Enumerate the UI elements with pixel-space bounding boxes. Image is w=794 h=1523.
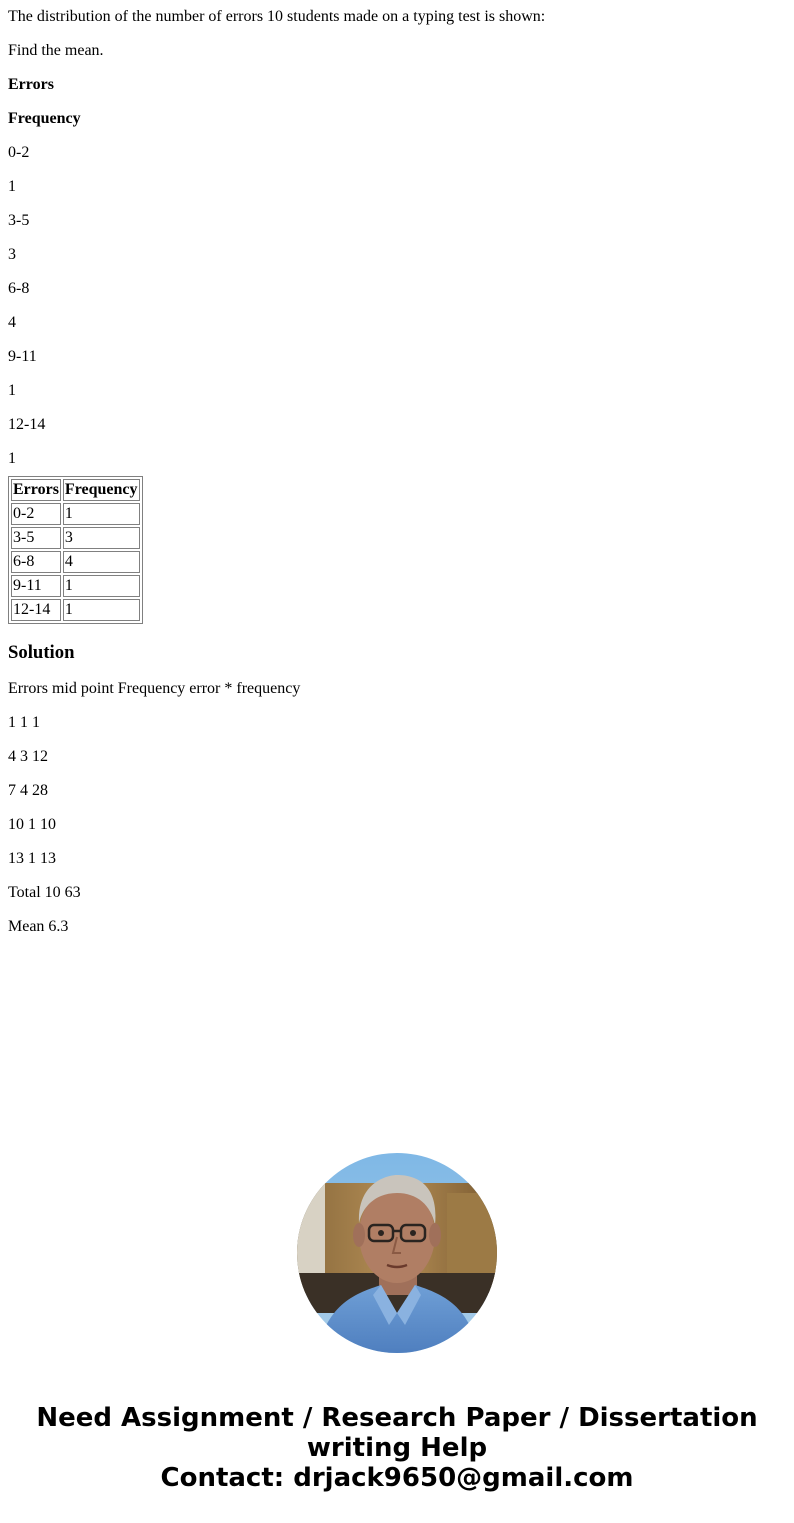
table-row (11, 599, 140, 621)
question-section (8, 8, 786, 468)
table-row (11, 503, 140, 525)
solution-section (8, 680, 786, 936)
table-cell: 9-11 (11, 575, 61, 597)
solution-heading: Solution (8, 642, 75, 663)
table-cell: 6-8 (11, 551, 61, 573)
frequency-heading: Frequency (8, 110, 81, 127)
solution-line: Mean 6.3 (8, 918, 69, 935)
table-cell: 3 (63, 527, 140, 549)
table-cell: 1 (63, 599, 140, 621)
table-row (11, 527, 140, 549)
solution-line: 7 4 28 (8, 782, 48, 799)
table-cell: 1 (63, 575, 140, 597)
table-cell: 1 (63, 503, 140, 525)
promo-banner (0, 1403, 794, 1493)
frequency-table (8, 476, 143, 624)
table-cell: 3-5 (11, 527, 61, 549)
question-intro: The distribution of the number of errors 10 students made on a typing test is shown: (8, 8, 546, 25)
table-cell: 4 (63, 551, 140, 573)
table-cell: 0-2 (11, 503, 61, 525)
solution-line: 10 1 10 (8, 816, 56, 833)
solution-line: 1 1 1 (8, 714, 40, 731)
table-header-cell: Frequency (63, 479, 140, 501)
author-portrait-image (297, 1153, 497, 1353)
promo-line: writing Help (306, 1433, 488, 1463)
promo-line: Need Assignment / Research Paper / Dissertation (36, 1403, 758, 1433)
plain-frequency-value: 1 (8, 450, 16, 467)
plain-frequency-value: 1 (8, 382, 16, 399)
solution-line: 4 3 12 (8, 748, 48, 765)
plain-frequency-value: 4 (8, 314, 16, 331)
question-task: Find the mean. (8, 42, 104, 59)
author-avatar (297, 1153, 497, 1353)
solution-line: 13 1 13 (8, 850, 56, 867)
plain-errors-value: 12-14 (8, 416, 46, 433)
plain-errors-value: 6-8 (8, 280, 30, 297)
solution-line: Total 10 63 (8, 884, 81, 901)
table-cell: 12-14 (11, 599, 61, 621)
plain-frequency-value: 1 (8, 178, 16, 195)
table-header-row (11, 479, 140, 501)
promo-contact: Contact: drjack9650@gmail.com (160, 1463, 634, 1493)
table-row (11, 551, 140, 573)
errors-heading: Errors (8, 76, 54, 93)
table-header-cell: Errors (11, 479, 61, 501)
plain-errors-value: 0-2 (8, 144, 30, 161)
plain-frequency-value: 3 (8, 246, 16, 263)
table-row (11, 575, 140, 597)
plain-errors-value: 3-5 (8, 212, 30, 229)
solution-line: Errors mid point Frequency error * frequency (8, 680, 301, 697)
plain-errors-value: 9-11 (8, 348, 37, 365)
